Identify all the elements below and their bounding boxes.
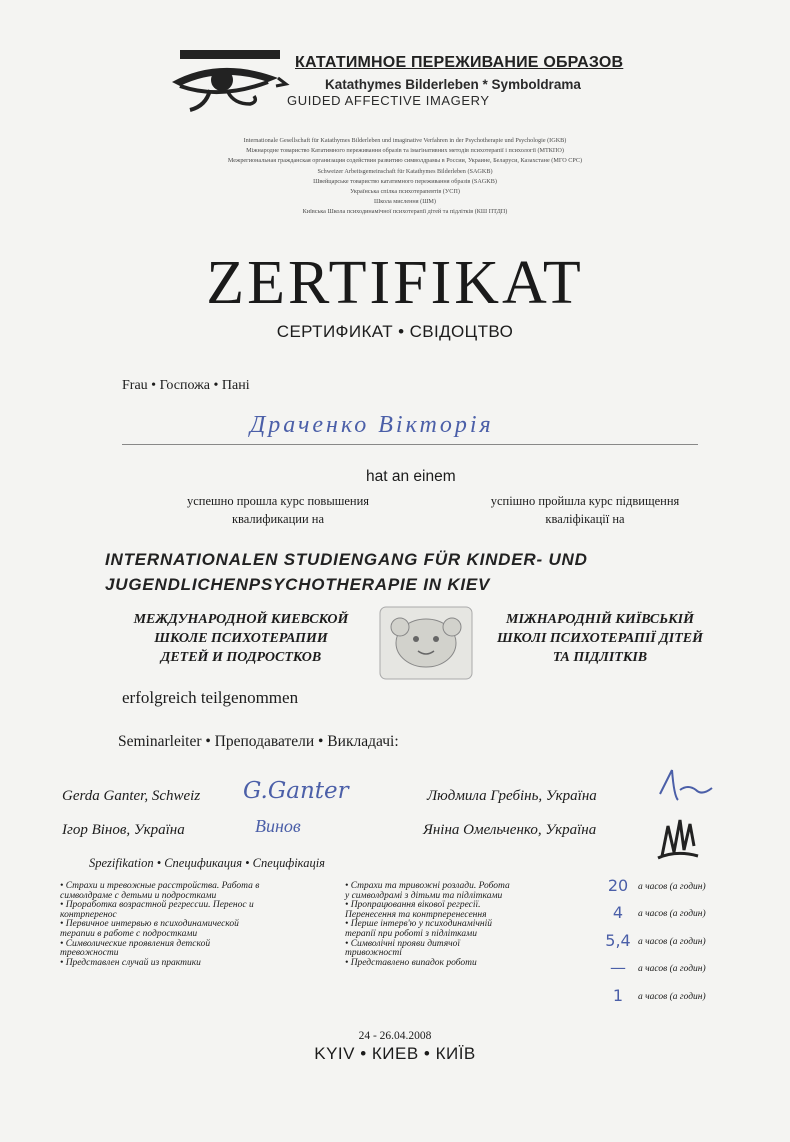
hour-value: 5,4: [605, 930, 631, 950]
recipient-name: Драченко Вікторія: [250, 412, 494, 438]
course-text-ru: [148, 492, 408, 528]
spec-item: • Символічні прояви дитячої: [345, 938, 461, 949]
course-ua-line: успішно пройшла курс підвищення: [490, 494, 680, 508]
signature-grebin-icon: [652, 766, 722, 806]
success-text: erfolgreich teilgenommen: [122, 688, 299, 707]
hour-unit: а часов (а годин): [638, 991, 706, 1002]
eye-logo-icon: [150, 44, 290, 114]
spec-item: • Перше інтерв'ю у психодинамічній: [345, 919, 492, 930]
hour-value: 20: [607, 876, 629, 895]
association-line: Internationale Gesellschaft für Katathymes Bilderleben und imaginative Verfahren in der Psychotherapie und Psychologie (IGKB): [243, 137, 567, 144]
course-ru-line: успешно прошла курс повышения: [186, 494, 370, 508]
hour-row: [598, 905, 738, 932]
certificate-subtitle: СЕРТИФИКАТ • СВІДОЦТВО: [276, 322, 514, 341]
course-ua-line: кваліфікації на: [545, 512, 625, 526]
spec-item: • Проработка возрастной регрессии. Перенос и: [60, 900, 254, 911]
teacher-name: Яніна Омельченко, Україна: [423, 822, 597, 838]
associations-list: [150, 136, 660, 218]
spec-item: тревожности: [60, 948, 119, 959]
association-line: Schweizer Arbeitsgemeinschaft für Katathymes Bilderleben (SAGKB): [317, 167, 493, 175]
spec-item: • Символические проявления детской: [60, 938, 211, 949]
hour-unit: а часов (а годин): [638, 964, 706, 975]
hour-row: [598, 878, 738, 905]
school-ru-line: МЕЖДУНАРОДНОЙ КИЕВСКОЙ: [133, 612, 349, 627]
school-name-ru: [106, 610, 376, 667]
association-line: Межрегиональная гражданская организация содействия развитию символдрамы в России, Украине, Беларуси, Казахстане (МГО СРС): [227, 157, 583, 165]
association-line: Київська Школа психодинамічної психотерапії дітей та підлітків (КШ ПТДП): [302, 208, 508, 216]
hour-value: 4: [612, 903, 624, 923]
spec-item: • Представлено випадок роботи: [345, 957, 477, 968]
hour-unit: а часов (а годин): [638, 909, 706, 920]
certificate-title: ZERTIFIKAT: [206, 249, 584, 317]
spec-item: • Страхи та тривожні розлади. Робота: [345, 881, 510, 891]
signature-ganter: G.Ganter: [243, 778, 349, 804]
spec-item: терапии в работе с подростками: [60, 928, 198, 939]
program-title-line: INTERNATIONALEN STUDIENGANG FÜR KINDER- UND: [105, 550, 588, 569]
signature-omelchenko-icon: [652, 806, 702, 866]
association-line: Швейцарське товариство кататимного переживання образів (SAGKB): [313, 177, 497, 185]
spec-item: символдраме с детьми и подростками: [60, 890, 217, 901]
program-title: [105, 547, 725, 597]
hour-row: [598, 960, 738, 987]
hour-unit: а часов (а годин): [638, 936, 706, 947]
hour-unit: а часов (а годин): [638, 882, 706, 892]
spec-item: Перенесення та контрперенесення: [345, 909, 487, 920]
spec-item: тривожності: [345, 948, 402, 959]
teacher-name: Ігор Вінов, Україна: [62, 822, 185, 838]
spec-item: у символдрамі з дітьми та підлітками: [345, 890, 503, 901]
spec-item: • Первичное интервью в психодинамической: [60, 919, 239, 930]
salutation: Frau • Госпожа • Пані: [122, 378, 250, 393]
specification-list-ua: [345, 882, 580, 968]
hours-column: [598, 878, 738, 1015]
hour-row: [598, 930, 738, 960]
spec-item: терапії при роботі з підлітками: [345, 928, 477, 939]
city-line: KYIV • КИЕВ • КИЇВ: [314, 1044, 476, 1063]
association-line: Школа мислення (ШМ): [373, 198, 436, 206]
signature-vinov: Винов: [255, 816, 301, 836]
course-text-ua: [450, 492, 720, 528]
school-emblem-icon: [378, 605, 474, 681]
course-dates: 24 - 26.04.2008: [358, 1030, 432, 1042]
specification-heading: Spezifikation • Спецификация • Специфікація: [89, 856, 325, 870]
spec-item: • Представлен случай из практики: [60, 957, 201, 968]
teacher-name: Gerda Ganter, Schweiz: [62, 788, 201, 804]
association-line: Міжнародне товариство Кататимного переживання образів та імагінативних методів психотерапії і психології (МТКПО): [246, 147, 564, 155]
school-ru-line: ШКОЛЕ ПСИХОТЕРАПИИ: [154, 631, 328, 646]
school-ua-line: ШКОЛІ ПСИХОТЕРАПІЇ ДІТЕЙ: [496, 631, 704, 646]
spec-item: • Страхи и тревожные расстройства. Работа в: [60, 881, 260, 891]
org-subtitle-de: Katathymes Bilderleben * Symboldrama: [325, 77, 581, 92]
specification-list-ru: [60, 882, 330, 968]
seminar-leaders-label: Seminarleiter • Преподаватели • Викладачі:: [118, 733, 399, 750]
org-title: КАТАТИМНОЕ ПЕРЕЖИВАНИЕ ОБРАЗОВ: [295, 54, 624, 71]
school-ru-line: ДЕТЕЙ И ПОДРОСТКОВ: [160, 650, 322, 665]
school-name-ua: [480, 610, 720, 667]
hat-an-einem: hat an einem: [366, 468, 456, 485]
spec-item: контрперенос: [60, 909, 117, 920]
teacher-name: Людмила Гребінь, Україна: [427, 788, 597, 804]
org-subtitle-en: GUIDED AFFECTIVE IMAGERY: [287, 93, 490, 108]
association-line: Українська спілка психотерапевтів (УСП): [350, 188, 460, 196]
school-ua-line: ТА ПІДЛІТКІВ: [552, 650, 648, 665]
hour-value: —: [610, 958, 626, 978]
school-ua-line: МІЖНАРОДНІЙ КИЇВСЬКІЙ: [506, 612, 694, 627]
hour-row: [598, 985, 738, 1015]
program-title-line: JUGENDLICHENPSYCHOTHERAPIE IN KIEV: [105, 575, 491, 594]
spec-item: • Пропрацювання вікової регресії.: [345, 900, 481, 911]
course-ru-line: квалификации на: [231, 512, 325, 526]
name-underline: [122, 444, 698, 445]
hour-value: 1: [612, 985, 624, 1005]
